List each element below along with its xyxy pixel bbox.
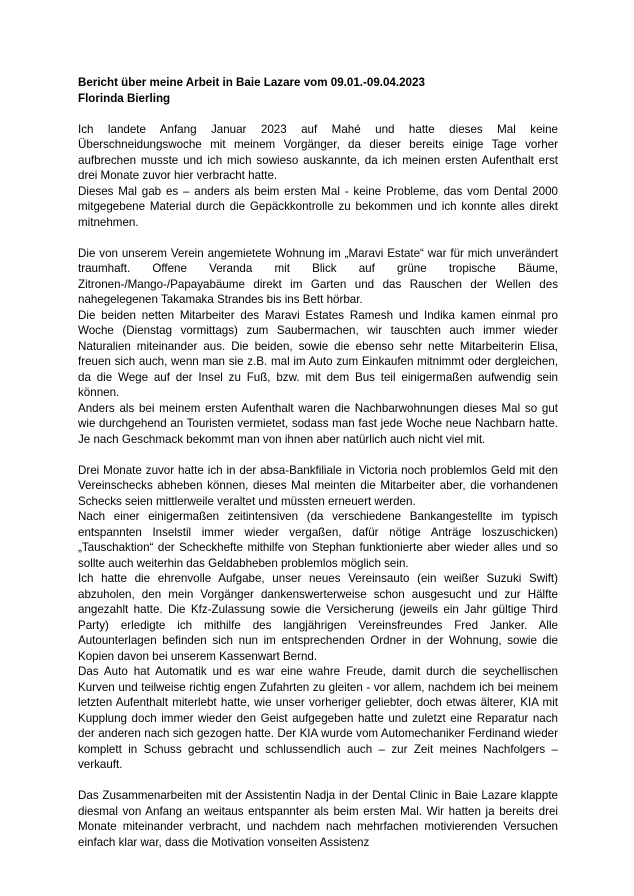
paragraph: Ich hatte die ehrenvolle Aufgabe, unser neues Vereinsauto (ein weißer Suzuki Swift) abzuholen, den mein Vorgänger dankenswerterweise schon ausgesucht und zur Hälfte angezahlt hatte. Die Kfz-Zulassung sowie die Versicherung (jeweils ein Jahr gültige Third Party) erledigte ich mithilfe des langjährigen Vereinsfreundes Fred Janker. Alle Autounterlagen befinden sich nun im entsprechenden Ordner in der Wohnung, sowie die Kopien davon bei unserem Kassenwart Bernd. [78, 572, 558, 663]
section-clinic [78, 788, 558, 850]
paragraph: Die von unserem Verein angemietete Wohnung im „Maravi Estate“ war für mich unverändert traumhaft. Offene Veranda mit Blick auf grüne tropische Bäume, Zitronen-/Mango-/Papayabäume direkt im Garten und das Rauschen der Wellen des nahegelegenen Takamaka Strandes bis ins Bett hörbar. [78, 246, 558, 306]
report-title: Bericht über meine Arbeit in Baie Lazare vom 09.01.-09.04.2023 [78, 76, 425, 89]
report-author: Florinda Bierling [78, 91, 171, 105]
section-arrival [78, 122, 558, 231]
paragraph: Drei Monate zuvor hatte ich in der absa-Bankfiliale in Victoria noch problemlos Geld mit den Vereinschecks abheben können, dieses Mal meinten die Mitarbeiter aber, die vorhandenen Schecks seien mittlerweile veraltet und müssten erneuert werden. [78, 463, 558, 508]
paragraph: Das Auto hat Automatik und es war eine wahre Freude, damit durch die seychellischen Kurven und teilweise richtig engen Zufahrten zu gleiten - vor allem, nachdem ich bei meinem letzten Aufenthalt miterlebt hatte, wie unser vorheriger geliebter, doch etwas älterer, KIA mit Kupplung doch immer wieder den Geist aufgegeben hatte und zuletzt eine Reparatur nach der anderen nach sich gezogen hatte. Der KIA wurde vom Automechaniker Ferdinand wieder komplett in Schuss gebracht und schlussendlich auch – zur Zeit meines Nachfolgers – verkauft. [78, 665, 558, 771]
section-bank-and-car [78, 463, 558, 773]
paragraph: Nach einer einigermaßen zeitintensiven (da verschiedene Bankangestellte im typisch entspannten Inselstil immer wieder vergaßen, dafür nötige Anträge loszuschicken) „Tauschaktion“ der Scheckhefte mithilfe von Stephan funktionierte aber wieder alles und so sollte auch weiterhin das Geldabheben problemlos möglich sein. [78, 510, 558, 570]
paragraph: Das Zusammenarbeiten mit der Assistentin Nadja in der Dental Clinic in Baie Lazare klappte diesmal von Anfang an weitaus entspannter als beim ersten Mal. Wir hatten ja bereits drei Monate miteinander verbracht, und nachdem nach mehrfachen motivierenden Versuchen einfach klar war, dass die Motivation vonseiten Assistenz [78, 789, 558, 849]
report-header [78, 75, 558, 106]
section-apartment [78, 246, 558, 448]
paragraph-gap [78, 230, 558, 246]
paragraph: Anders als bei meinem ersten Aufenthalt waren die Nachbarwohnungen dieses Mal so gut wie durchgehend an Touristen vermietet, sodass man fast jede Woche neue Nachbarn hatte. Je nach Geschmack bekommt man von ihnen aber natürlich auch nicht viel mit. [78, 401, 558, 446]
paragraph: Ich landete Anfang Januar 2023 auf Mahé und hatte dieses Mal keine Überschneidungswoche mit meinem Vorgänger, da dieser bereits einige Tage vorher aufbrechen musste und ich mich sowieso auskannte, da ich meinen ersten Aufenthalt erst drei Monate zuvor hier verbracht hatte. [78, 122, 558, 182]
report-page [78, 75, 558, 850]
paragraph: Dieses Mal gab es – anders als beim ersten Mal - keine Probleme, das vom Dental 2000 mitgegebene Material durch die Gepäckkontrolle zu bekommen und ich konnte alles direkt mitnehmen. [78, 184, 558, 229]
paragraph-gap [78, 447, 558, 463]
paragraph-gap [78, 773, 558, 789]
paragraph: Die beiden netten Mitarbeiter des Maravi Estates Ramesh und Indika kamen einmal pro Woche (Dienstag vormittags) zum Saubermachen, wir tauschten auch immer wieder Naturalien miteinander aus. Die beiden, sowie die ebenso sehr nette Mitarbeiterin Elisa, freuen sich auch, wenn man sie z.B. mal im Auto zum Einkaufen mitnimmt oder dergleichen, da die Wege auf der Insel zu Fuß, bzw. mit dem Bus teil einigermaßen aufwendig sein können. [78, 308, 558, 399]
